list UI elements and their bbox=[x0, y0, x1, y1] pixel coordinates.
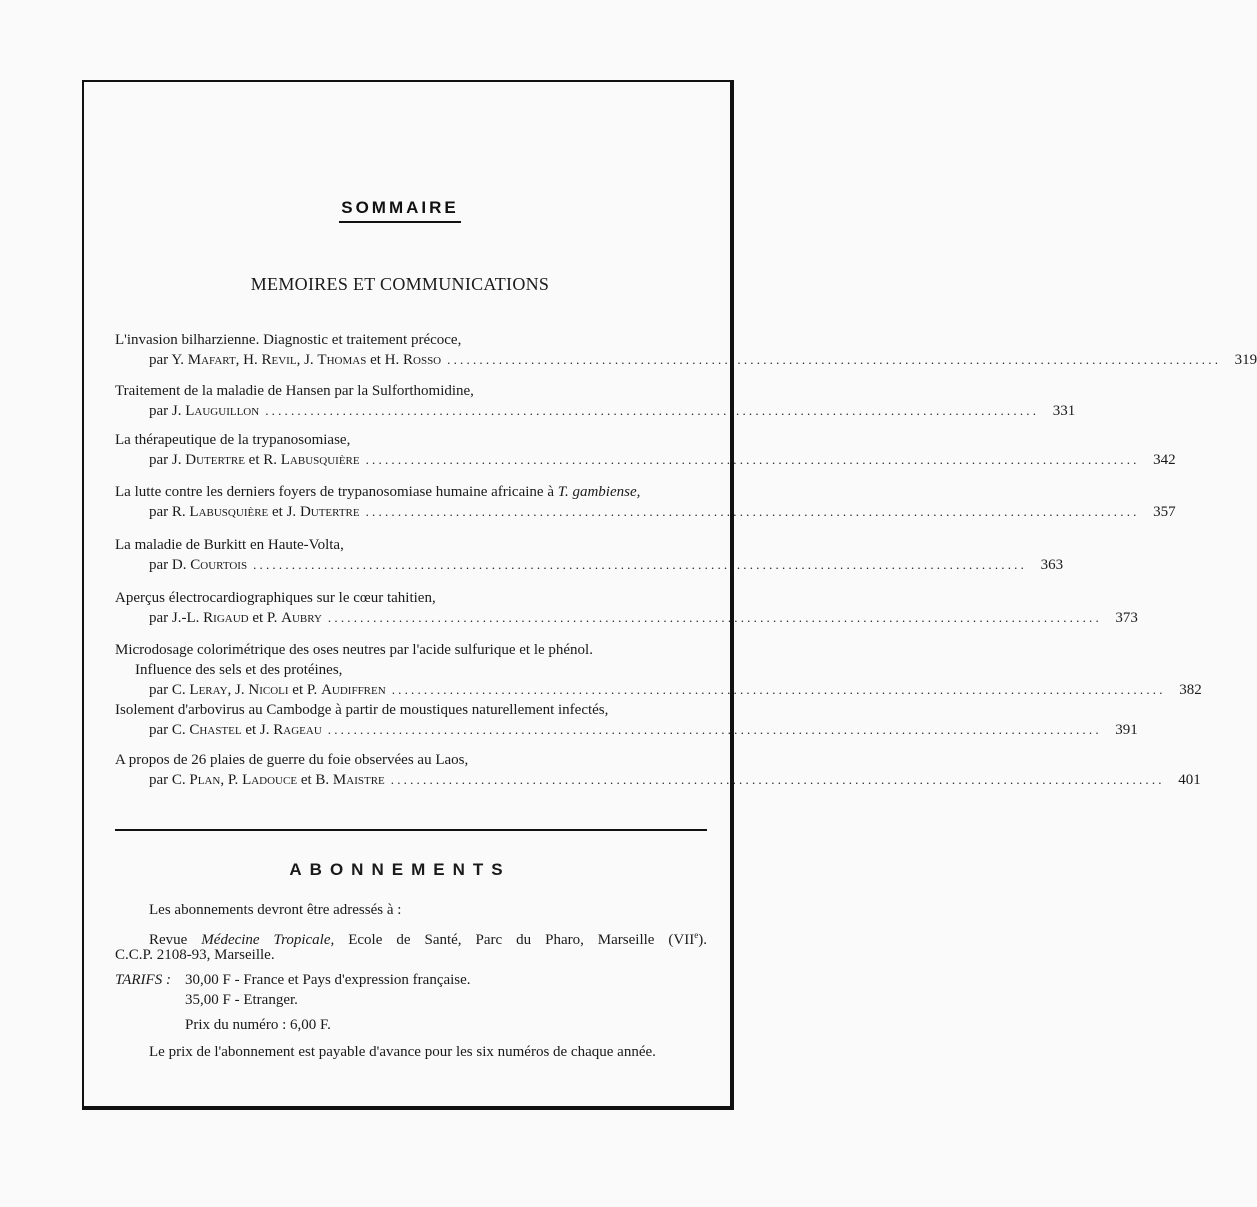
section-title: MEMOIRES ET COMMUNICATIONS bbox=[250, 274, 550, 294]
leader-dots: ........................................................................................................................ bbox=[327, 610, 1102, 625]
toc-entry-title: La lutte contre les derniers foyers de trypanosomiase humaine africaine à T. gambiense, bbox=[115, 484, 641, 500]
sommaire-heading: SOMMAIRE bbox=[0, 198, 800, 223]
toc-entry-page: 391 bbox=[1115, 722, 1138, 738]
toc-entry bbox=[115, 381, 1076, 421]
leader-dots: ........................................................................................................................ bbox=[253, 557, 1028, 572]
leader-dots: ........................................................................................................................ bbox=[365, 504, 1140, 519]
toc-entry-authors: par C. Plan, P. Ladouce et B. Maistre bbox=[149, 772, 385, 788]
tarifs-line-1: TARIFS : 30,00 F - France et Pays d'expression française. bbox=[115, 972, 471, 988]
toc-entry-title-cont: Influence des sels et des protéines, bbox=[135, 662, 343, 678]
toc-entry bbox=[115, 750, 1201, 790]
toc-entry-byline bbox=[115, 502, 1176, 522]
toc-entry-title: Traitement de la maladie de Hansen par la Sulforthomidine, bbox=[115, 383, 474, 399]
toc-entry-page: 342 bbox=[1153, 452, 1176, 468]
prix-numero: Prix du numéro : 6,00 F. bbox=[185, 1017, 331, 1033]
toc-entry-title: La thérapeutique de la trypanosomiase, bbox=[115, 432, 351, 448]
toc-entry bbox=[115, 700, 1138, 740]
toc-entry-byline bbox=[115, 720, 1138, 740]
toc-entry-page: 401 bbox=[1178, 772, 1201, 788]
toc-entry bbox=[115, 640, 1202, 700]
toc-entry-authors: par C. Chastel et J. Rageau bbox=[149, 722, 322, 738]
toc-entry-authors: par J. Lauguillon bbox=[149, 403, 260, 419]
toc-entry-authors: par J. Dutertre et R. Labusquière bbox=[149, 452, 360, 468]
leader-dots: ........................................................................................................................ bbox=[390, 772, 1165, 787]
toc-entry-title: L'invasion bilharzienne. Diagnostic et traitement précoce, bbox=[115, 332, 462, 348]
toc-entry-byline bbox=[115, 350, 1257, 370]
toc-entry-byline bbox=[115, 770, 1201, 790]
toc-entry-title: Aperçus électrocardiographiques sur le cœur tahitien, bbox=[115, 590, 436, 606]
toc-entry-byline bbox=[115, 555, 1064, 575]
toc-entry bbox=[115, 535, 1064, 575]
leader-dots: ........................................................................................................................ bbox=[365, 452, 1140, 467]
toc-entry-title: La maladie de Burkitt en Haute-Volta, bbox=[115, 537, 344, 553]
toc-entry-page: 373 bbox=[1115, 610, 1138, 626]
leader-dots: ........................................................................................................................ bbox=[327, 722, 1102, 737]
toc-entry-page: 382 bbox=[1179, 682, 1202, 698]
abonnements-address: Revue Médecine Tropicale, Ecole de Santé, Parc du Pharo, Marseille (VIIe). bbox=[149, 930, 707, 948]
toc-entry bbox=[115, 430, 1176, 470]
toc-entry-authors: par Y. Mafart, H. Revil, J. Thomas et H. Rosso bbox=[149, 352, 442, 368]
toc-entry-byline bbox=[115, 401, 1076, 421]
toc-entry-authors: par J.-L. Rigaud et P. Aubry bbox=[149, 610, 322, 626]
leader-dots: ........................................................................................................................ bbox=[391, 682, 1166, 697]
toc-entry bbox=[115, 588, 1138, 628]
toc-entry-page: 363 bbox=[1040, 557, 1064, 573]
abonnements-intro: Les abonnements devront être adressés à : bbox=[149, 902, 402, 918]
toc-entry-byline bbox=[115, 608, 1138, 628]
divider-rule bbox=[115, 829, 707, 831]
toc-entry-authors: par R. Labusquière et J. Dutertre bbox=[149, 504, 360, 520]
abonnements-ccp: C.C.P. 2108-93, Marseille. bbox=[115, 947, 275, 963]
abonnements-note: Le prix de l'abonnement est payable d'avance pour les six numéros de chaque année. bbox=[149, 1044, 656, 1060]
toc-entry-byline bbox=[115, 680, 1202, 700]
toc-entry-title: A propos de 26 plaies de guerre du foie observées au Laos, bbox=[115, 752, 469, 768]
tarifs-line-2: 35,00 F - Etranger. bbox=[185, 992, 298, 1008]
toc-entry bbox=[115, 482, 1176, 522]
leader-dots: ........................................................................................................................ bbox=[265, 403, 1040, 418]
toc-entry-title: Isolement d'arbovirus au Cambodge à partir de moustiques naturellement infectés, bbox=[115, 702, 609, 718]
toc-entry-page: 331 bbox=[1052, 403, 1076, 419]
toc-entry-byline bbox=[115, 450, 1176, 470]
leader-dots: ........................................................................................................................ bbox=[447, 352, 1222, 367]
toc-entry-authors: par D. Courtois bbox=[149, 557, 248, 573]
toc-entry-page: 357 bbox=[1153, 504, 1176, 520]
toc-entry-title: Microdosage colorimétrique des oses neutres par l'acide sulfurique et le phénol. bbox=[115, 642, 593, 658]
abonnements-heading: ABONNEMENTS bbox=[289, 860, 511, 879]
toc-entry bbox=[115, 330, 1257, 370]
toc-entry-authors: par C. Leray, J. Nicoli et P. Audiffren bbox=[149, 682, 386, 698]
toc-entry-page: 319 bbox=[1234, 352, 1257, 368]
